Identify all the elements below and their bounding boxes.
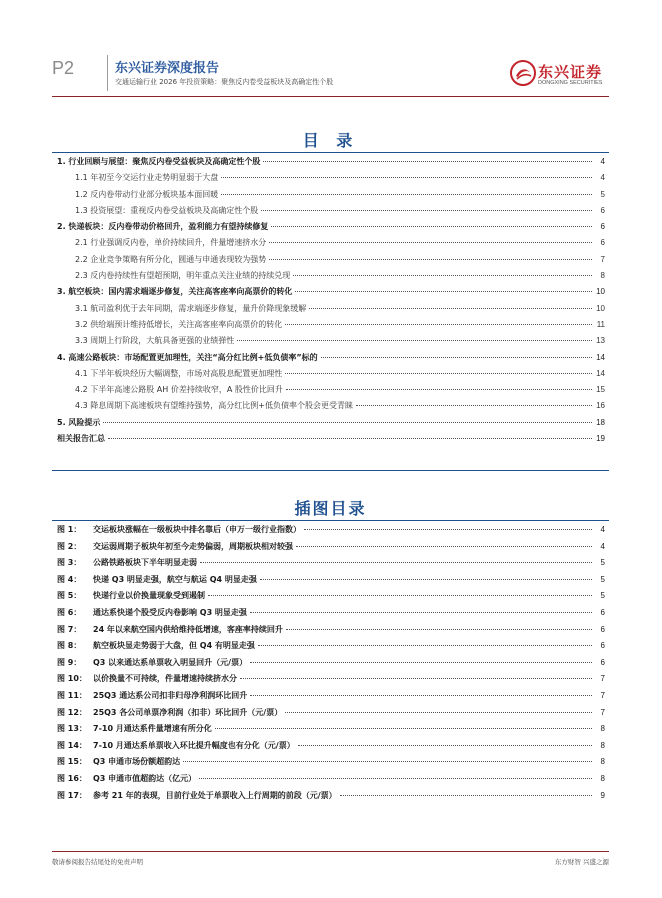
toc-entry-page: 14 — [596, 368, 605, 378]
footer-disclaimer: 敬请参阅报告结尾处的免责声明 — [52, 858, 143, 866]
dot-leader — [215, 728, 592, 729]
toc-subsection-entry[interactable] — [57, 335, 605, 351]
toc-entry-label: 4. 高速公路板块：市场配置更加理性，关注“高分红比例+低负债率”标的 — [57, 352, 318, 362]
dot-leader — [208, 595, 592, 596]
figure-entry[interactable] — [57, 524, 605, 541]
dot-leader — [295, 291, 592, 292]
figure-entry-text — [57, 740, 295, 751]
toc-entry-page: 10 — [596, 303, 605, 313]
toc-subsection-entry[interactable] — [57, 400, 605, 416]
figure-entry[interactable] — [57, 541, 605, 558]
dot-leader — [286, 629, 592, 630]
toc-entry-label: 1.1 年初至今交运行业走势明显弱于大盘 — [75, 173, 219, 183]
dot-leader — [285, 324, 592, 325]
figure-entry[interactable] — [57, 574, 605, 591]
toc-entry-page: 5 — [600, 189, 605, 199]
toc-entry-page: 4 — [600, 173, 605, 183]
dot-leader — [269, 259, 592, 260]
figures-title: 插图目录 — [294, 499, 367, 518]
figure-caption: 通达系快递个股受反内卷影响 Q3 明显走强 — [93, 607, 247, 617]
figure-caption: 公路铁路板块下半年明显走弱 — [93, 558, 197, 568]
figure-number: 图 7： — [57, 624, 82, 634]
report-subtitle: 交通运输行业 2026 年投资策略：聚焦反内卷受益板块及高确定性个股 — [115, 78, 334, 86]
figure-entry[interactable] — [57, 607, 605, 624]
figure-entry-text — [57, 690, 247, 701]
toc-entry-label: 2.3 反内卷持续性有望超预期，明年重点关注业绩的持续兑现 — [75, 271, 291, 281]
figure-caption: 25Q3 通达系公司扣非归母净利润环比回升 — [93, 690, 248, 700]
toc-subsection-entry[interactable] — [57, 189, 605, 205]
dot-leader — [221, 194, 592, 195]
figure-caption: Q3 申通市值超韵达（亿元） — [93, 773, 197, 783]
figure-caption: 快递 Q3 明显走强，航空与航运 Q4 明显走强 — [93, 574, 257, 584]
dot-leader — [309, 308, 592, 309]
toc-entry-page: 16 — [596, 401, 605, 411]
toc-section-entry[interactable] — [57, 433, 605, 449]
figure-entry[interactable] — [57, 590, 605, 607]
figure-entry-page: 4 — [600, 525, 605, 534]
toc-entry-label: 2.2 企业竞争策略有所分化，圆通与申通表现较为强势 — [75, 254, 267, 264]
toc-section-entry[interactable] — [57, 417, 605, 433]
toc-subsection-entry[interactable] — [57, 319, 605, 335]
figure-entry[interactable] — [57, 790, 605, 807]
dot-leader — [108, 438, 592, 439]
toc-list — [57, 156, 605, 449]
figure-entry-page: 8 — [600, 773, 605, 783]
figure-number: 图 14： — [57, 740, 87, 750]
page-number: P2 — [52, 58, 75, 78]
toc-entry-page: 4 — [600, 157, 605, 166]
figure-entry-page: 5 — [600, 574, 605, 584]
figure-entry-page: 7 — [600, 707, 605, 717]
dot-leader — [260, 579, 592, 580]
figure-number: 图 11： — [57, 690, 87, 700]
toc-entry-page: 19 — [596, 434, 605, 444]
dot-leader — [261, 210, 592, 211]
figure-caption: 以价换量不可持续，件量增速持续挤水分 — [93, 674, 237, 684]
figure-number: 图 3： — [57, 558, 82, 568]
toc-entry-label: 4.1 下半年板块经历大幅调整，市场对高股息配置更加理性 — [75, 368, 283, 378]
figure-entry-text — [57, 524, 301, 535]
logo-subtext: DONGXING SECURITIES — [538, 80, 603, 86]
figure-entry-page: 8 — [600, 757, 605, 767]
toc-section-entry[interactable] — [57, 286, 605, 302]
figure-entry-page: 8 — [600, 724, 605, 734]
dot-leader — [199, 778, 592, 779]
figure-entry-text — [57, 657, 247, 668]
figure-caption: 25Q3 各公司单票净利润（扣非）环比回升（元/票） — [93, 707, 283, 717]
figure-number: 图 8： — [57, 641, 82, 651]
dot-leader — [298, 745, 592, 746]
header-divider — [107, 55, 108, 91]
toc-entry-label: 1.2 反内卷带动行业部分板块基本面回暖 — [75, 189, 219, 199]
figures-title-underline — [52, 520, 609, 521]
figure-caption: 快递行业以价换量现象受到遏制 — [93, 591, 205, 601]
dot-leader — [269, 242, 592, 243]
toc-title-underline — [52, 152, 609, 153]
toc-entry-page: 6 — [600, 222, 605, 232]
report-title: 东兴证券深度报告 — [115, 61, 220, 76]
toc-entry-label: 1.3 投资展望：重视反内卷受益板块及高确定性个股 — [75, 205, 259, 215]
figure-caption: Q3 以来通达系单票收入明显回升（元/票） — [93, 657, 248, 667]
figures-list — [57, 524, 605, 806]
toc-subsection-entry[interactable] — [57, 368, 605, 384]
toc-entry-page: 10 — [596, 287, 605, 297]
figure-entry-page: 4 — [600, 541, 605, 551]
toc-title: 目 录 — [302, 131, 359, 150]
toc-subsection-entry[interactable] — [57, 384, 605, 400]
figure-caption: 参考 21 年的表现，目前行业处于单票收入上行周期的前段（元/票） — [93, 790, 337, 800]
figure-caption: Q3 申通市场份额超韵达 — [93, 757, 181, 767]
toc-entry-page: 7 — [600, 254, 605, 264]
toc-entry-label: 5. 风险提示 — [57, 417, 101, 427]
dot-leader — [263, 161, 592, 162]
toc-entry-label: 3.3 周期上行阶段，大航具备更强的业绩弹性 — [75, 336, 235, 346]
figure-entry-page: 8 — [600, 740, 605, 750]
toc-entry-label: 3.2 供给端预计维持低增长，关注高客座率向高票价的转化 — [75, 319, 283, 329]
figure-entry[interactable] — [57, 624, 605, 641]
figure-number: 图 10： — [57, 674, 87, 684]
toc-entry-label: 3. 航空板块：国内需求端逐步修复，关注高客座率向高票价的转化 — [57, 287, 293, 297]
figure-entry-text — [57, 607, 247, 618]
figure-number: 图 15： — [57, 757, 87, 767]
toc-entry-label: 2.1 行业强调反内卷，单价持续回升，件量增速挤水分 — [75, 238, 267, 248]
figure-entry-text — [57, 557, 197, 568]
dot-leader — [103, 422, 592, 423]
figure-entry-text — [57, 640, 255, 651]
dot-leader — [304, 529, 592, 530]
logo-mark-icon — [510, 60, 536, 86]
toc-entry-page: 13 — [596, 336, 605, 346]
figure-number: 图 1： — [57, 525, 82, 534]
toc-entry-label: 3.1 航司盈利优于去年同期，需求端逐步修复，量升价降现象缓解 — [75, 303, 307, 313]
figure-entry-page: 6 — [600, 607, 605, 617]
figure-number: 图 5： — [57, 591, 82, 601]
figure-entry-text — [57, 790, 337, 801]
figure-entry-page: 7 — [600, 674, 605, 684]
dot-leader — [286, 389, 592, 390]
toc-entry-label: 4.2 下半年高速公路股 AH 价差持续收窄，A 股性价比回升 — [75, 385, 283, 395]
figure-entry-text — [57, 541, 293, 552]
figure-entry-text — [57, 773, 196, 784]
toc-entry-label: 4.3 降息周期下高速板块有望维持强势，高分红比例+低负债率个股会更受青睐 — [75, 401, 353, 411]
toc-section-entry[interactable] — [57, 221, 605, 237]
figure-entry-text — [57, 673, 237, 684]
figure-entry-text — [57, 624, 283, 635]
toc-subsection-entry[interactable] — [57, 270, 605, 286]
figure-caption: 7-10 月通达系单票收入环比提升幅度也有分化（元/票） — [93, 740, 295, 750]
figure-entry[interactable] — [57, 657, 605, 674]
dot-leader — [285, 712, 592, 713]
dot-leader — [285, 373, 592, 374]
figure-number: 图 6： — [57, 607, 82, 617]
company-logo — [510, 60, 610, 90]
figure-entry-text — [57, 707, 282, 718]
dot-leader — [250, 695, 592, 696]
figure-entry-text — [57, 574, 257, 585]
toc-entry-page: 6 — [600, 205, 605, 215]
dot-leader — [200, 562, 592, 563]
toc-entry-page: 18 — [596, 417, 605, 427]
toc-subsection-entry[interactable] — [57, 237, 605, 253]
figure-entry-page: 6 — [600, 641, 605, 651]
dot-leader — [183, 761, 592, 762]
figure-entry-page: 9 — [600, 790, 605, 800]
figure-entry[interactable] — [57, 773, 605, 790]
figure-number: 图 2： — [57, 541, 82, 551]
dot-leader — [250, 662, 592, 663]
figure-number: 图 9： — [57, 657, 82, 667]
toc-subsection-entry[interactable] — [57, 172, 605, 188]
dot-leader — [296, 546, 592, 547]
toc-entry-label: 1. 行业回顾与展望：聚焦反内卷受益板块及高确定性个股 — [57, 157, 261, 166]
dot-leader — [271, 226, 592, 227]
figure-entry-page: 5 — [600, 591, 605, 601]
figure-number: 图 16： — [57, 773, 87, 783]
footer-rule — [52, 851, 609, 852]
dot-leader — [258, 645, 592, 646]
toc-entry-label: 2. 快递板块：反内卷带动价格回升，盈利能力有望持续修复 — [57, 222, 269, 232]
toc-entry-page: 14 — [596, 352, 605, 362]
figure-entry-text — [57, 723, 212, 734]
figure-entry-page: 6 — [600, 657, 605, 667]
toc-entry-label: 相关报告汇总 — [57, 434, 105, 444]
figure-caption: 7-10 月通达系件量增速有所分化 — [93, 724, 212, 734]
header-rule — [52, 96, 609, 97]
toc-entry-page: 6 — [600, 238, 605, 248]
figure-entry-text — [57, 590, 205, 601]
logo-text: 东兴证券 — [538, 63, 603, 81]
figure-entry[interactable] — [57, 673, 605, 690]
figure-entry[interactable] — [57, 756, 605, 773]
toc-subsection-entry[interactable] — [57, 254, 605, 270]
figure-entry-page: 6 — [600, 624, 605, 634]
toc-section-entry[interactable] — [57, 156, 605, 172]
dot-leader — [221, 177, 592, 178]
figure-number: 图 12： — [57, 707, 87, 717]
toc-section-entry[interactable] — [57, 352, 605, 368]
dot-leader — [340, 795, 592, 796]
figure-caption: 交运板块涨幅在一级板块中排名靠后（申万一级行业指数） — [93, 525, 301, 534]
dot-leader — [321, 357, 592, 358]
figure-entry[interactable] — [57, 707, 605, 724]
dot-leader — [250, 612, 592, 613]
dot-leader — [293, 275, 592, 276]
toc-subsection-entry[interactable] — [57, 205, 605, 221]
footer-slogan: 东方财智 兴盛之源 — [554, 858, 609, 866]
dot-leader — [237, 340, 592, 341]
figure-number: 图 13： — [57, 724, 87, 734]
figure-number: 图 17： — [57, 790, 87, 800]
figure-entry-page: 5 — [600, 558, 605, 568]
figure-entry[interactable] — [57, 723, 605, 740]
dot-leader — [240, 678, 592, 679]
figure-entry[interactable] — [57, 557, 605, 574]
figure-caption: 24 年以来航空国内供给维持低增速，客座率持续回升 — [93, 624, 283, 634]
toc-end-rule — [52, 470, 609, 471]
toc-entry-page: 11 — [596, 319, 605, 329]
toc-subsection-entry[interactable] — [57, 303, 605, 319]
figure-entry-text — [57, 756, 180, 767]
figure-caption: 交运弱周期子板块年初至今走势偏弱，周期板块相对较强 — [93, 541, 293, 551]
figure-entry-page: 7 — [600, 690, 605, 700]
figure-entry[interactable] — [57, 740, 605, 757]
toc-entry-page: 8 — [600, 271, 605, 281]
toc-entry-page: 15 — [596, 385, 605, 395]
dot-leader — [356, 405, 592, 406]
figure-caption: 航空板块显走势弱于大盘，但 Q4 有明显走强 — [93, 641, 255, 651]
figure-number: 图 4： — [57, 574, 82, 584]
figure-entry[interactable] — [57, 640, 605, 657]
figure-entry[interactable] — [57, 690, 605, 707]
